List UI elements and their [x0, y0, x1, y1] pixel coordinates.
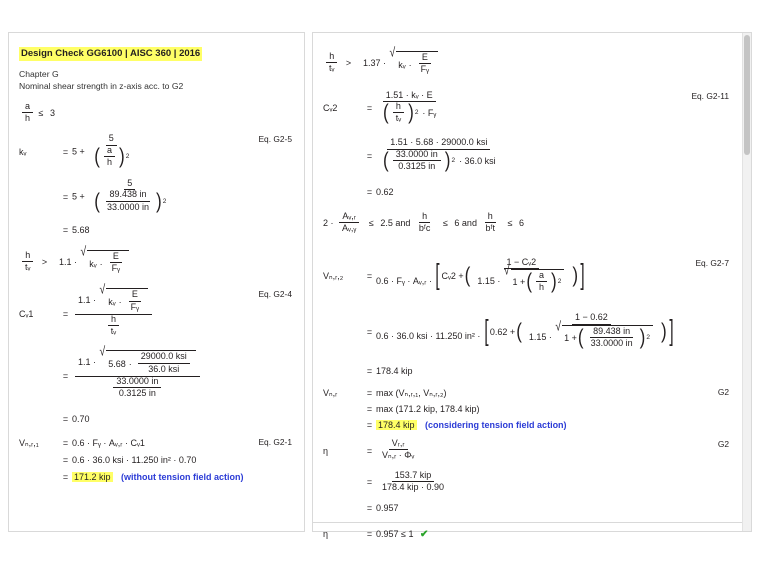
frac-eta-1: $\frac{\text{Vᵣ,ᵣ}}{\text{Vₙ,ᵣ · Φᵥ}}$	[382, 438, 415, 461]
kv-line-1: kᵥ = 5 + 5 ( $\frac{a}{h}$ ) 2 Eq. G2-5	[19, 133, 292, 169]
frac-cv1-2: 1.1 · √ 5.68 · $\frac{\text{29000.0 ksi}}{\text{36.0 ksi}}$ $\frac{33.0000 in}{0.3125 in}$	[75, 350, 200, 400]
section-divider	[313, 522, 743, 523]
frac-kv-1: 5 ( $\frac{a}{h}$ ) 2	[94, 133, 130, 169]
cv1-line-2: = 1.1 · √ 5.68 · $\frac{\text{29000.0 ksi}}{\text{36.0 ksi}}$ $\frac{33.0000 in}{0.3125 in}$	[19, 351, 296, 401]
eta-label: η	[323, 445, 329, 456]
frac-eta-2: $\frac{\text{153.7 kip}}{\text{178.4 kip · 0.90}}$	[382, 469, 445, 492]
vnz1-line-2: = 0.6 · 36.0 ksi · 11.250 in² · 0.70	[62, 455, 197, 466]
vnz1-line-1: Vₙ,ᵣ,₁ = 0.6 · Fᵧ · Aᵥ,ᵣ · Cᵥ1 Eq. G2-1	[19, 437, 292, 449]
frac-cv1-1: 1.1 · √ kᵥ · $\frac{E}{\text{Fᵧ}}$ $\frac{h}{\text{tᵥ}}$	[75, 288, 152, 338]
vnz1-label: Vₙ,ᵣ,₁	[19, 437, 39, 448]
ref-eq-g2-7: Eq. G2-7	[695, 257, 729, 268]
frac-cv2-2: 1.51 · 5.68 · 29000.0 ksi ( $\frac{33.0000 in}{0.3125 in}$ ) 2 · 36.0 ksi	[383, 137, 496, 173]
left-column-content	[9, 33, 304, 491]
vertical-scrollbar[interactable]	[742, 33, 751, 531]
frac-kv-2: 5 ( $\frac{89.438 in}{33.0000 in}$ ) 2	[94, 178, 167, 214]
condition-h-over-tw-1: $\frac{h}{\text{tᵥ}}$ > 1.1 · √ kᵥ · $\frac{E}{\text{Fᵧ}}$	[19, 250, 296, 276]
vnz-result-note: (considering tension field action)	[425, 420, 567, 430]
chapter-description: Nominal shear strength in z-axis acc. to G2	[19, 81, 184, 92]
vnz2-value: = 178.4 kip	[366, 366, 413, 376]
ref-eq-g2-4: Eq. G2-4	[258, 289, 292, 300]
right-column-panel	[312, 32, 752, 540]
vnz2-label: Vₙ,ᵣ,₂	[323, 270, 344, 281]
eta-final-row: η = 0.957 ≤ 1 ✔	[323, 528, 429, 540]
vnz1-result-value: 171.2 kip	[74, 472, 111, 483]
eta-line-1: η = $\frac{\text{Vᵣ,ᵣ}}{\text{Vₙ,ᵣ · Φᵥ}}$ G2	[323, 438, 729, 461]
kv-value: = 5.68	[62, 224, 90, 235]
condition-a-over-h	[19, 102, 296, 126]
cv2-line-2: = 1.51 · 5.68 · 29000.0 ksi ( $\frac{33.0000 in}{0.3125 in}$ ) 2 · 36.0 ksi	[323, 138, 735, 174]
ref-g2-vnz: G2	[717, 387, 729, 397]
vnz2-line-1: Vₙ,ᵣ,₂ = 0.6 · Fᵧ · Aᵥ,ᵣ · [ Cᵥ2 + ( 1 − Cᵥ2 1.15 · √ 1 + ( $\frac{a}{h}$ ) 2 ) ] Eq. G2-7	[323, 256, 729, 294]
sqrt-kv-e-fy: √ kᵥ · $\frac{E}{\text{Fᵧ}}$	[81, 250, 129, 276]
scrollbar-thumb[interactable]	[744, 35, 750, 155]
check-icon: ✔	[419, 528, 429, 540]
frac-h-tw: $\frac{h}{\text{tᵥ}}$	[22, 250, 33, 274]
vnz-line-1: Vₙ,ᵣ = max (Vₙ,ᵣ,₁, Vₙ,ᵣ,₂) G2	[323, 387, 729, 398]
ref-g2-eta: G2	[717, 439, 729, 449]
value-3: 3	[50, 108, 56, 119]
cv1-line-1: Cᵥ1 = 1.1 · √ kᵥ · $\frac{E}{\text{Fᵧ}}$ $\frac{h}{\text{tᵥ}}$ Eq. G2-4	[19, 289, 296, 339]
condition-h-over-tw-2: $\frac{h}{\text{tᵥ}}$ > 1.37 · √ kᵥ · $\frac{E}{\text{Fᵧ}}$	[323, 51, 735, 77]
vnz2-line-2: = 0.6 · 36.0 ksi · 11.250 in² · [ 0.62 + ( 1 − 0.62 1.15 · √ 1 + ( $\frac{89.438 in}{33.0000 in}$ ) 2 ) ]	[366, 312, 674, 350]
ref-eq-g2-5: Eq. G2-5	[258, 134, 292, 145]
ref-eq-g2-11: Eq. G2-11	[691, 90, 729, 101]
cv1-value: = 0.70	[62, 414, 90, 425]
right-column-content	[313, 33, 751, 548]
left-column-panel	[8, 32, 305, 532]
cv1-label: Cᵥ1	[19, 309, 34, 320]
eta-final-label: η	[323, 529, 329, 539]
frac-cv2-1: 1.51 · kᵥ · E ( $\frac{h}{\text{tᵥ}}$ ) 2 · Fᵧ	[383, 89, 437, 125]
kv-label: kᵥ	[19, 147, 27, 158]
page-title: Design Check GG6100 | AISC 360 | 2016	[21, 48, 201, 59]
cv2-line-1: Cᵥ2 = 1.51 · kᵥ · E ( $\frac{h}{\text{tᵥ}}$ ) 2 · Fᵧ Eq. G2-11	[323, 89, 729, 125]
chapter-info	[19, 68, 296, 93]
cv2-value: = 0.62	[366, 187, 394, 197]
sqrt-kv-e-fy-2: √ kᵥ · $\frac{E}{\text{Fᵧ}}$	[390, 51, 438, 77]
vnz1-result: = 171.2 kip (without tension field action)	[62, 472, 244, 483]
eta-line-2: = $\frac{\text{153.7 kip}}{\text{178.4 kip · 0.90}}$	[323, 471, 735, 495]
vnz1-result-note: (without tension field action)	[121, 472, 244, 483]
frac-h-tw-2: $\frac{h}{\text{tᵥ}}$	[326, 51, 337, 75]
ref-eq-g2-1: Eq. G2-1	[258, 437, 292, 448]
eta-value: = 0.957	[366, 503, 399, 513]
cv2-label: Cᵥ2	[323, 103, 338, 114]
condition-aspect-ratios: 2 · $\frac{\text{Aᵥ,ᵣ}}{\text{Aᵥ,ᵧ}}$ ≤ 2.5 and $\frac{h}{\text{bᶠc}}$ ≤ 6 and $\frac{h}{\text{bᶠt}}$ ≤ 6	[323, 211, 525, 234]
vnz-result: = 178.4 kip (considering tension field action)	[366, 420, 567, 430]
vnz-line-2: = max (171.2 kip, 178.4 kip)	[366, 404, 480, 414]
frac-a-h: $\frac{a}{h}$	[22, 101, 33, 125]
op-le: ≤	[38, 108, 44, 119]
eta-final-value: 0.957 ≤ 1	[376, 528, 414, 539]
chapter-label: Chapter G	[19, 69, 59, 79]
vnz-result-value: 178.4 kip	[378, 420, 415, 430]
vnz-label: Vₙ,ᵣ	[323, 387, 338, 398]
kv-line-2: = 5 + 5 ( $\frac{89.438 in}{33.0000 in}$ ) 2	[19, 179, 296, 215]
